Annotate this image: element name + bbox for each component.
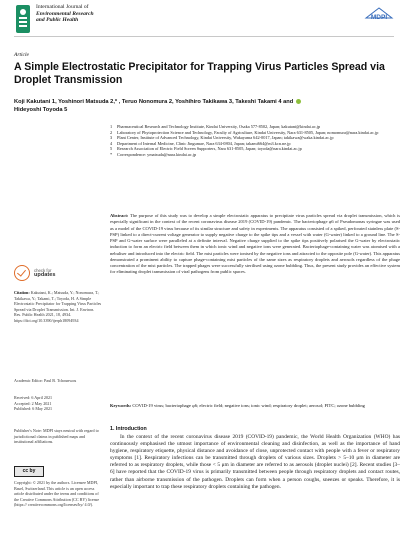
abstract-text: The purpose of this study was to develop a simple electrostatic apparatus to precipitate virus particles spread via droplet transmission, which is especially significant in the context of the recent coronavirus disease 2019 (COVID-19) pandemic. The bacteriophage φ6 of Pseudomonas syringae was used as a model of the COVID-19 virus because of its similar structure and safety in experiments. The apparatus consisted of a spiked, perforated stainless plate (S-PSP) linked to a direct-current voltage generator to supply negative charge to the spike tips and a vessel with water (G-water) linked to a ground line. The S-PSP and G-water surface were paralleled at a definite interval. Negative charge supplied to the spike tips positively polarised the G-water by electrostatic induction to form an electric field between them in which ionic wind and negative ions were generated. Bacteriophage-containing water was atomised with a nebuliser and introduced into the electric field. The mist particles were ionised by the negative ions and attracted to the opposite pole (G-water). This apparatus demonstrated a prominent ability to capture phage-containing mist particles of the same sizes as respiratory droplets and aerosols regardless of the phage concentration of the mist particles. The trapped phages were successfully sterilised using ozone bubbling. Thus, the present study provides an effective system for eliminating droplet transmission of viral pathogens from public spaces. [110, 213, 400, 275]
citation-label: Citation: [14, 290, 30, 295]
affiliations [110, 124, 400, 157]
introduction-text: In the context of the recent coronavirus disease 2019 (COVID-19) pandemic, the World Health Organization (WHO) has continuously emphasised the utmost importance of environmental cleaning and disinfection, as well as the importance of hand hygiene, respiratory etiquette, physical distance and avoidance of close, unprotected contact with people with a fever or respiratory symptoms [1]. Respiratory infections can be transmitted through droplets of various sizes. Droplets > 5–10 μm in diameter are referred to as respiratory droplets, while those < 5 μm in diameter are referred to as aerosols (droplet nuclei) [2]. Recent studies [3–6] have reported that the COVID-19 virus is primarily transmitted between people through respiratory droplets and contact routes, rather than airborne transmission of the pathogen. Droplets can form when a person coughs, sneezes or speaks. Therefore, it is especially important to trap these respiratory droplets containing the pathogen. [110, 434, 400, 490]
author-line-1: Koji Kakutani 1, Yoshinori Matsuda 2,* , Teruo Nonomura 2, Yoshihiro Takikawa 3, Takeshi Takami 4 and [14, 99, 294, 105]
section-heading: 1. Introduction [110, 426, 147, 432]
journal-name-line3: and Public Health [36, 17, 79, 24]
published-date: Published: 6 May 2021 [14, 406, 53, 411]
publisher-note: Publisher's Note: MDPI stays neutral with regard to jurisdictional claims in published maps and institutional affiliations. [14, 428, 99, 444]
article-title: A Simple Electrostatic Precipitator for Trapping Virus Particles Spread via Droplet Transmission [14, 61, 385, 86]
author-line-2: Hideyoshi Toyoda 5 [14, 107, 68, 114]
journal-name [36, 4, 94, 24]
check-updates-icon [14, 265, 30, 281]
affiliation-number: 3 [110, 135, 113, 140]
cc-license-icon[interactable]: cc by [14, 466, 44, 477]
citation [14, 290, 102, 323]
copyright-notice: Copyright: © 2021 by the authors. Licensee MDPI, Basel, Switzerland. This article is an open access article distributed under the terms and conditions of the Creative Commons Attribution (CC BY) license (https:// creativecommons.org/licenses/by/ 4.0/). [14, 480, 100, 507]
accepted-date: Accepted: 2 May 2021 [14, 400, 52, 406]
header-divider [14, 36, 394, 37]
page-header [0, 0, 408, 48]
publisher-label: MDPI [370, 14, 388, 21]
article-type: Article [14, 52, 29, 58]
affiliation-text: Laboratory of Phytoprotection Science and Technology, Faculty of Agriculture, Kindai University, Nara 631-8505, Japan; nomomura@nara.kindai.ac.jp [117, 129, 379, 135]
received-date: Received: 6 April 2021 [14, 395, 53, 400]
author-list [14, 98, 394, 115]
journal-logo-icon [14, 4, 32, 34]
keywords [110, 403, 400, 409]
affiliation-number: 2 [110, 129, 113, 135]
affiliation-number: 5 [110, 146, 113, 151]
check-bold-label: updates [34, 272, 56, 278]
affiliation-number: * [110, 151, 113, 157]
affiliation-text: Plant Center, Institute of Advanced Technology, Kindai University, Wakayama 642-0017, Japan; takikawa@waka.kindai.ac.jp [117, 135, 334, 140]
check-for-updates-button[interactable] [14, 262, 102, 284]
affiliation-number: 1 [110, 124, 113, 129]
publication-dates [14, 395, 102, 412]
affiliation-number: 4 [110, 140, 113, 146]
affiliation-text: Research Association of Electric Field Screen Supporters, Nara 631-8505, Japan; toyoda@nara.kindai.ac.jp [117, 146, 302, 151]
affiliation-text: Department of Internal Medicine, Clinic Jingumae, Nara 634-0804, Japan; takami664@m3.kcn.ne.jp [117, 140, 291, 146]
journal-name-line1: International Journal of [36, 4, 89, 10]
mdpi-logo-icon [364, 7, 394, 21]
affiliation-text: Pharmaceutical Research and Technology Institute, Kindai University, Osaka 577-8502, Japan; kakutani@kindai.ac.jp [117, 124, 321, 129]
check-updates-label [34, 268, 55, 278]
keywords-text: COVID-19 virus; bacteriophage φ6; electric field; negative ions; ionic wind; respiratory droplet; aerosol; FITC; ozone bubbling [132, 403, 365, 408]
keywords-label: Keywords: [110, 403, 132, 408]
academic-editor: Academic Editor: Paul B. Tchounwou [14, 378, 77, 383]
abstract-label: Abstract: [110, 213, 129, 218]
affiliation-item [110, 152, 400, 158]
orcid-icon[interactable] [296, 99, 301, 104]
abstract [110, 213, 400, 276]
check-label: check for [34, 268, 52, 273]
journal-name-line2: Environmental Research [36, 10, 94, 17]
citation-text: Kakutani, K.; Matsuda, Y.; Nonomura, T.; Takikawa, Y.; Takami, T.; Toyoda, H. A Simple Electrostatic Precipitator for Trapping Virus Particles Spread via Droplet Transmission. Int. J. Environ. Res. Public Health 2021, 18, 4934. https://doi.org/10.3390/ijerph18094934 [14, 290, 102, 323]
affiliation-text: Correspondence: ymatsuda@nara.kindai.ac.jp [117, 151, 197, 157]
